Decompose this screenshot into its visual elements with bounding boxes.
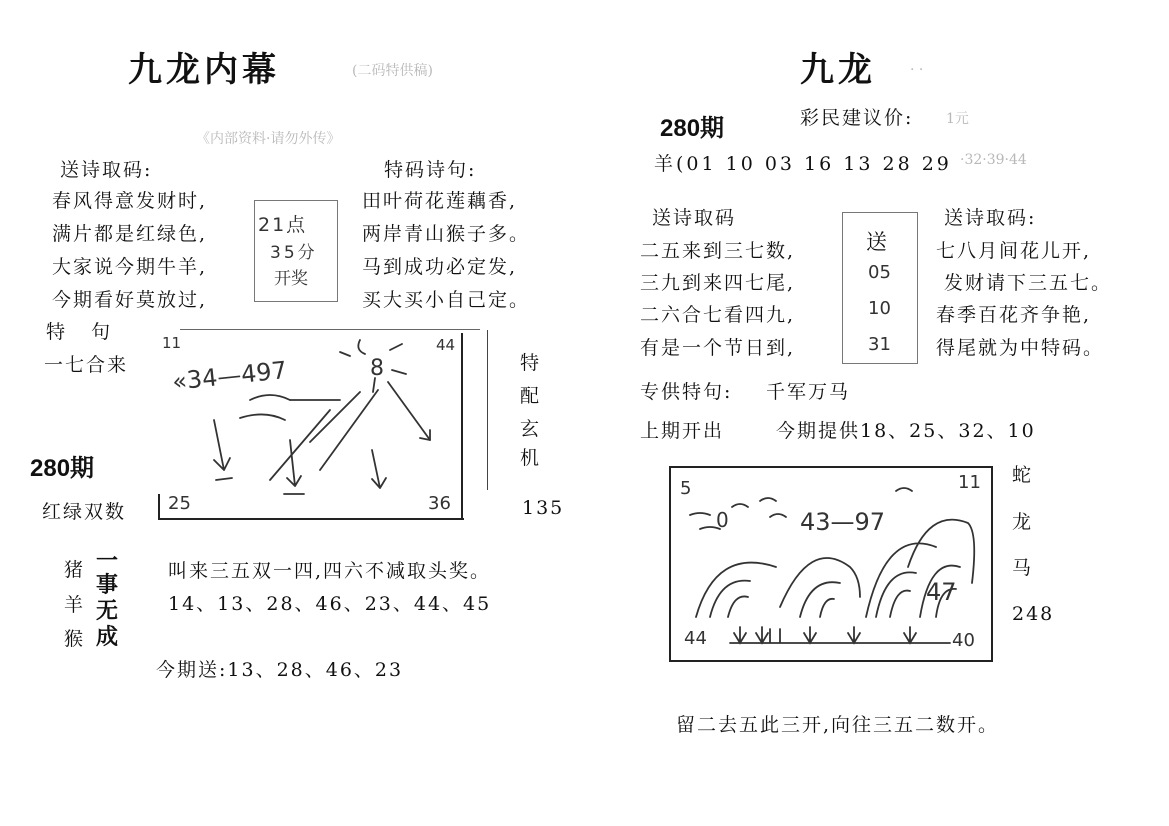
left-special-poem-header: 特码诗句:	[384, 159, 477, 181]
left-chart-sketch	[160, 330, 460, 520]
right-chart-sun-digit: 0	[716, 508, 729, 532]
left-poem-line-4: 今期看好莫放过,	[52, 289, 208, 311]
last-draw-label: 上期开出	[640, 420, 725, 442]
right-chart-top-left-number: 5	[680, 478, 692, 499]
left-special-poem-line-1: 田叶荷花莲藕香,	[362, 190, 518, 212]
right-side-animal-1: 蛇	[1012, 464, 1034, 486]
right-title-faint: · ·	[910, 62, 924, 78]
right-side-animal-2: 龙	[1012, 511, 1034, 533]
left-subtitle-faint: (二码特供稿)	[352, 63, 433, 79]
slogan-char-2: 事	[96, 572, 119, 598]
right-issue-number: 280期	[660, 115, 725, 142]
right-special-poem-line-2: 发财请下三五七。	[944, 272, 1113, 294]
left-poem-line-3: 大家说今期牛羊,	[52, 256, 208, 278]
left-side-char-4: 机	[520, 447, 542, 469]
left-issue-number: 280期	[30, 455, 95, 482]
right-special-poem-header: 送诗取码:	[944, 207, 1037, 229]
provide-numbers: 今期提供18、25、32、10	[776, 420, 1036, 442]
right-chart-sketch	[670, 467, 988, 657]
right-side-number: 248	[1012, 603, 1055, 625]
right-title: 九龙	[800, 50, 876, 90]
left-chart-scrawl: «34—497	[170, 356, 289, 396]
draw-time-minute: 35分	[270, 243, 318, 263]
right-footer: 留二去五此三开,向往三五二数开。	[676, 714, 1000, 736]
right-chart-scrawl: 43—97	[800, 508, 886, 536]
right-poem-line-1: 二五来到三七数,	[640, 240, 796, 262]
send-box-number-2: 10	[868, 298, 891, 319]
right-special-poem-line-4: 得尾就为中特码。	[936, 337, 1105, 359]
animal-pig: 猪	[64, 559, 86, 581]
send-box-label: 送	[866, 230, 889, 254]
left-poem-line-1: 春风得意发财时,	[52, 190, 208, 212]
right-poem-line-3: 二六合七看四九,	[640, 304, 796, 326]
left-chart-right-line	[461, 333, 463, 520]
slogan-char-1: 一	[96, 548, 119, 574]
left-chart-top-left-number: 11	[162, 334, 182, 352]
left-special-phrase-text: 一七合来	[44, 354, 129, 376]
left-side-char-3: 玄	[520, 418, 542, 440]
sheep-numbers-line: 羊(01 10 03 16 13 28 29	[654, 153, 952, 175]
left-special-poem-line-2: 两岸青山猴子多。	[362, 223, 531, 245]
slogan-char-4: 成	[96, 624, 119, 650]
animal-sheep: 羊	[64, 594, 86, 616]
left-chart-sun-digit: 8	[370, 356, 384, 381]
right-chart-bottom-left-number: 44	[684, 628, 707, 649]
left-title: 九龙内幕	[128, 50, 280, 90]
right-poem-line-4: 有是一个节日到,	[640, 337, 796, 359]
left-special-phrase-label: 特 句	[46, 321, 121, 343]
left-chart-top-right-number: 44	[436, 336, 456, 354]
numbers-line: 14、13、28、46、23、44、45	[168, 593, 492, 615]
right-poem-header: 送诗取码	[652, 207, 737, 229]
left-special-poem-line-4: 买大买小自己定。	[362, 289, 531, 311]
price-faint: 1元	[946, 111, 969, 127]
draw-time-label: 开奖	[274, 269, 308, 289]
left-side-char-2: 配	[520, 385, 542, 407]
send-box-number-1: 05	[868, 262, 891, 283]
sheep-numbers-faint: ·32·39·44	[960, 152, 1027, 168]
draw-time-hour: 21点	[258, 214, 308, 236]
right-chart-mid-number: 47	[926, 578, 957, 606]
right-special-poem-line-3: 春季百花齐争艳,	[936, 304, 1092, 326]
left-side-number: 135	[522, 497, 565, 519]
right-chart-top-right-number: 11	[958, 472, 981, 493]
left-chart-bottom-right-number: 36	[428, 493, 451, 514]
right-chart-bottom-right-number: 40	[952, 630, 975, 651]
left-poem-header: 送诗取码:	[60, 159, 153, 181]
call-text: 叫来三五双一四,四六不减取头奖。	[168, 560, 492, 582]
left-note-faint: 《内部资料·请勿外传》	[196, 131, 341, 147]
slogan-char-3: 无	[96, 598, 119, 624]
send-box-number-3: 31	[868, 334, 891, 355]
left-chart-side-divider	[487, 330, 488, 490]
price-label: 彩民建议价:	[800, 107, 914, 129]
animal-monkey: 猴	[64, 628, 86, 650]
right-poem-line-2: 三九到来四七尾,	[640, 272, 796, 294]
red-green-label: 红绿双数	[42, 501, 127, 523]
right-special-poem-line-1: 七八月间花儿开,	[936, 240, 1092, 262]
right-special-phrase-label: 专供特句:	[640, 381, 733, 403]
today-send: 今期送:13、28、46、23	[156, 659, 404, 681]
left-poem-line-2: 满片都是红绿色,	[52, 223, 208, 245]
left-chart-bottom-left-number: 25	[168, 493, 191, 514]
left-side-char-1: 特	[520, 352, 542, 374]
right-side-animal-3: 马	[1012, 557, 1034, 579]
right-special-phrase-text: 千军万马	[766, 381, 851, 403]
left-special-poem-line-3: 马到成功必定发,	[362, 256, 518, 278]
